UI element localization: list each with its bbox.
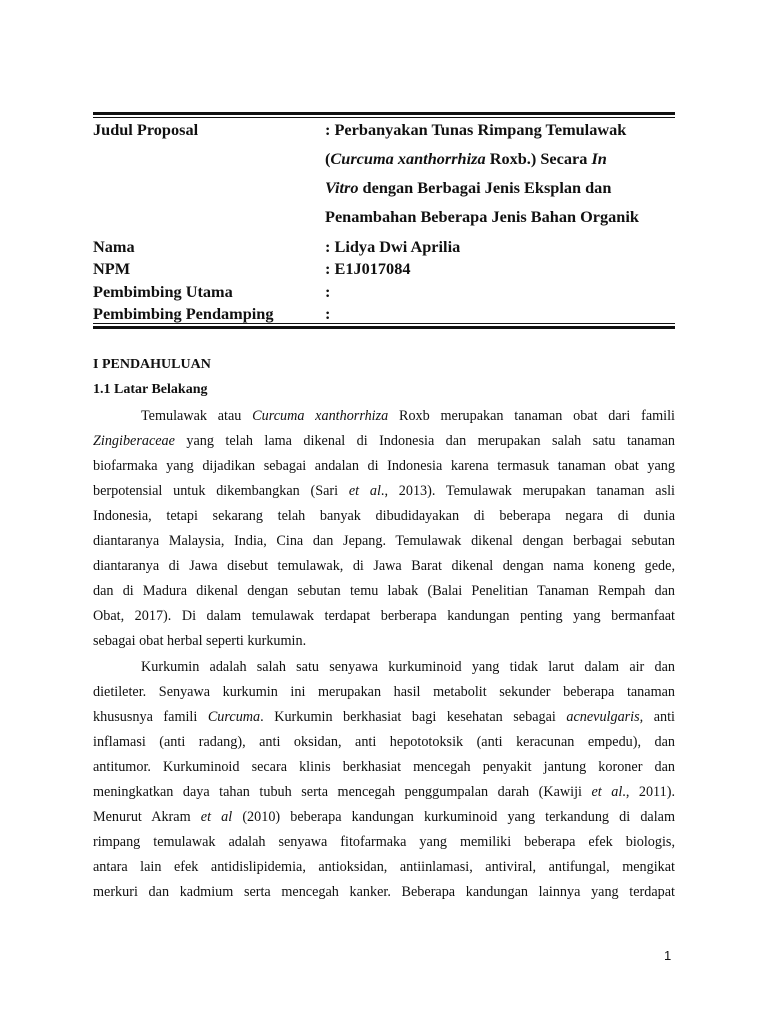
header-rule-top	[93, 112, 675, 115]
title-label: Judul Proposal	[93, 120, 199, 139]
title-line-1: : Perbanyakan Tunas Rimpang Temulawak	[325, 120, 627, 139]
paragraph2-line: antara lain efek antidislipidemia, antioksidan, antiinlamasi, antiviral, antifungal, mengikat	[93, 859, 675, 875]
title-line-2: (Curcuma xanthorrhiza Roxb.) Secara In	[325, 149, 607, 168]
page-number: 1	[664, 948, 672, 963]
section-heading: 1.1 Latar Belakang	[93, 382, 208, 397]
advisor-second-label: Pembimbing Pendamping	[93, 304, 274, 323]
paragraph1-line: berpotensial untuk dikembangkan (Sari et al., 2013). Temulawak merupakan tanaman asli	[93, 483, 675, 499]
npm-value: : E1J017084	[325, 259, 411, 278]
name-value: : Lidya Dwi Aprilia	[325, 237, 461, 256]
paragraph2-line: antitumor. Kurkuminoid secara klinis berkhasiat mencegah penyakit jantung koroner dan	[93, 759, 675, 775]
paragraph1-line: sebagai obat herbal seperti kurkumin.	[93, 633, 307, 649]
paragraph2-line: meningkatkan daya tahan tubuh serta mencegah penggumpalan darah (Kawiji et al., 2011).	[93, 784, 675, 800]
paragraph1-line: Indonesia, tetapi sekarang telah banyak dibudidayakan di beberapa negara di dunia	[93, 508, 675, 524]
paragraph1-line: Zingiberaceae yang telah lama dikenal di Indonesia dan merupakan salah satu tanaman	[93, 433, 675, 449]
paragraph1-line: dan di Madura dikenal dengan sebutan temu labak (Balai Penelitian Tanaman Rempah dan	[93, 583, 675, 599]
paragraph2-line: merkuri dan kadmium serta mencegah kanker. Beberapa kandungan lainnya yang terdapat	[93, 884, 675, 900]
header-rule-top-thin	[93, 117, 675, 118]
paragraph1-line: Obat, 2017). Di dalam temulawak terdapat berberapa kandungan penting yang bermanfaat	[93, 608, 675, 624]
paragraph2-line: Kurkumin adalah salah satu senyawa kurkuminoid yang tidak larut dalam air dan	[141, 659, 675, 675]
title-line-3: Vitro dengan Berbagai Jenis Eksplan dan	[325, 178, 612, 197]
paragraph2-line: khususnya famili Curcuma. Kurkumin berkhasiat bagi kesehatan sebagai acnevulgaris, anti	[93, 709, 676, 725]
paragraph1-line: Temulawak atau Curcuma xanthorrhiza Roxb merupakan tanaman obat dari famili	[141, 408, 675, 424]
paragraph1-line: diantaranya di Jawa disebut temulawak, di Jawa Barat dikenal dengan nama koneng gede,	[93, 558, 675, 574]
paragraph2-line: Menurut Akram et al (2010) beberapa kandungan kurkuminoid yang terkandung di dalam	[93, 809, 675, 825]
paragraph1-line: biofarmaka yang dijadikan sebagai andalan di Indonesia karena termasuk tanaman obat yang	[93, 458, 675, 474]
paragraph2-line: rimpang temulawak adalah senyawa fitofarmaka yang memiliki beberapa efek biologis,	[93, 834, 675, 850]
name-label: Nama	[93, 237, 135, 256]
paragraph2-line: inflamasi (anti radang), anti oksidan, anti hepototoksik (anti keracunan empedu), dan	[93, 734, 675, 750]
paragraph1-line: diantaranya Malaysia, India, Cina dan Jepang. Temulawak dikenal dengan berbagai sebutan	[93, 533, 675, 549]
chapter-heading: I PENDAHULUAN	[93, 357, 211, 372]
header-rule-bottom-thin	[93, 323, 675, 324]
title-line-4: Penambahan Beberapa Jenis Bahan Organik	[325, 207, 639, 226]
advisor-main-value: :	[325, 282, 331, 301]
paragraph2-line: dietileter. Senyawa kurkumin ini merupakan hasil metabolit sekunder beberapa tanaman	[93, 684, 675, 700]
advisor-main-label: Pembimbing Utama	[93, 282, 233, 301]
advisor-second-value: :	[325, 304, 331, 323]
npm-label: NPM	[93, 259, 131, 278]
header-rule-bottom	[93, 326, 675, 329]
